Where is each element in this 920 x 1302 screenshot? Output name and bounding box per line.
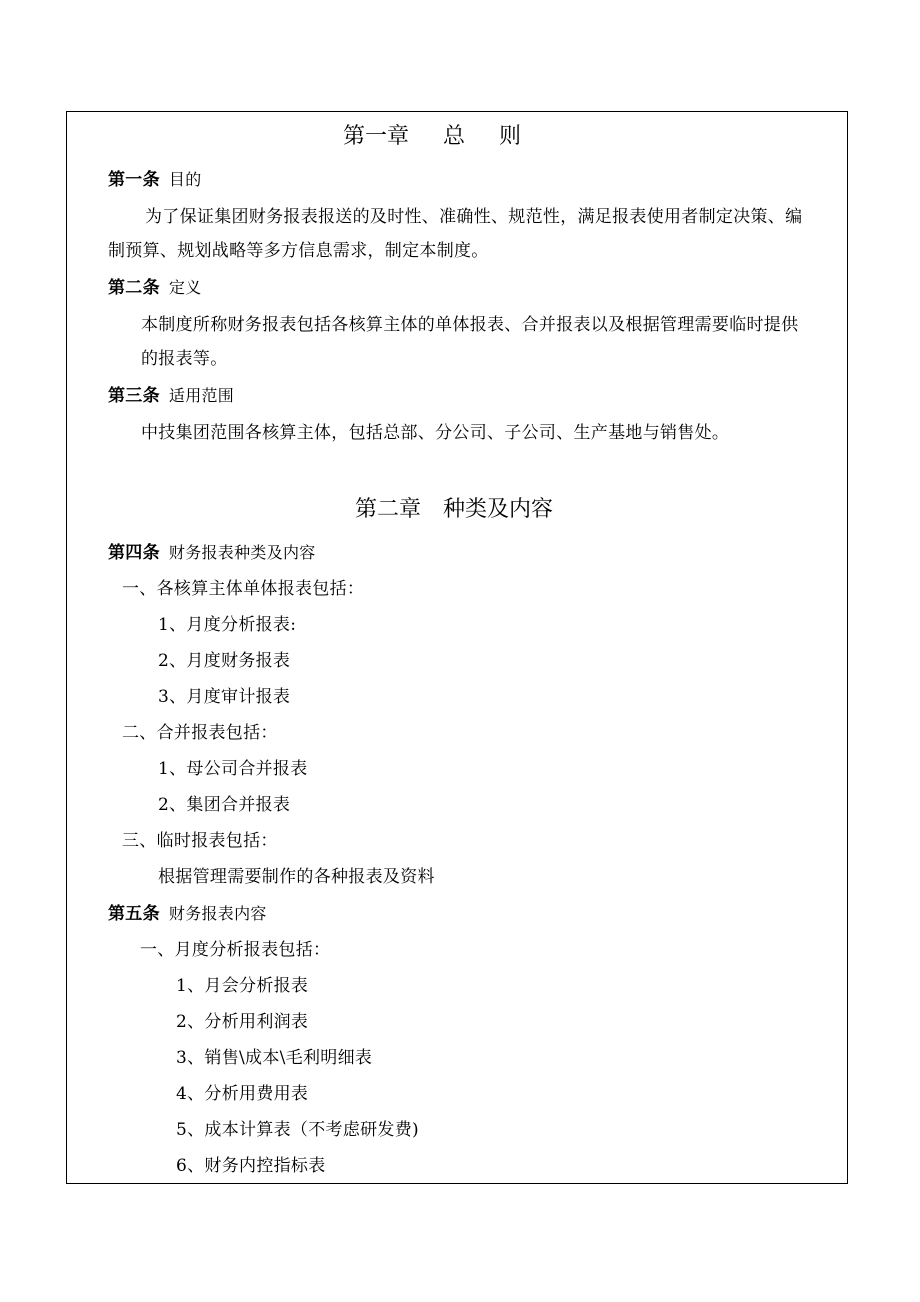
list-item: 6、财务内控指标表 [176, 1156, 326, 1176]
article-2-name: 定义 [168, 278, 202, 297]
article-4-heading [108, 543, 316, 563]
article-5-label: 第五条 [108, 904, 160, 924]
chapter-2-heading [355, 497, 553, 523]
list-item: 2、分析用利润表 [176, 1012, 309, 1032]
article-2-paragraph-line-1: 本制度所称财务报表包括各核算主体的单体报表、合并报表以及根据管理需要临时提供 [141, 315, 799, 335]
article-1-name: 目的 [168, 170, 202, 189]
article-5-heading [108, 904, 267, 924]
article-1-paragraph-line-2: 制预算、规划战略等多方信息需求，制定本制度。 [108, 241, 489, 261]
list-item: 5、成本计算表（不考虑研发费) [176, 1120, 419, 1140]
article-1-paragraph-line-1: 为了保证集团财务报表报送的及时性、准确性、规范性，满足报表使用者制定决策、编 [145, 207, 803, 227]
article-5-section-1: 一、月度分析报表包括： [140, 940, 331, 960]
article-4-section-3: 三、临时报表包括： [122, 831, 278, 851]
list-item: 2、月度财务报表 [158, 651, 291, 671]
article-2-label: 第二条 [108, 278, 160, 298]
chapter-1-heading [343, 124, 521, 150]
article-4-name: 财务报表种类及内容 [168, 543, 316, 562]
list-item: 1、月会分析报表 [176, 976, 309, 996]
list-item: 3、销售\成本\毛利明细表 [176, 1048, 373, 1068]
article-3-name: 适用范围 [168, 386, 235, 405]
chapter-2-number: 第二章 [355, 497, 422, 522]
list-item: 1、月度分析报表: [158, 615, 297, 635]
article-3-label: 第三条 [108, 386, 160, 406]
list-item: 4、分析用费用表 [176, 1084, 309, 1104]
article-4-section-3-text: 根据管理需要制作的各种报表及资料 [158, 867, 435, 887]
article-2-heading [108, 278, 202, 298]
chapter-1-title-char-1: 总 [443, 124, 466, 149]
article-3-heading [108, 386, 234, 406]
list-item: 1、母公司合并报表 [158, 759, 308, 779]
list-item: 3、月度审计报表 [158, 687, 291, 707]
article-1-heading [108, 170, 202, 190]
article-4-section-1: 一、各核算主体单体报表包括： [122, 579, 365, 599]
list-item: 2、集团合并报表 [158, 795, 291, 815]
chapter-1-title-char-2: 则 [499, 124, 522, 149]
article-4-section-2: 二、合并报表包括： [122, 723, 278, 743]
article-5-name: 财务报表内容 [168, 904, 267, 923]
article-3-paragraph-line-1: 中技集团范围各核算主体，包括总部、分公司、子公司、生产基地与销售处。 [141, 423, 730, 443]
article-2-paragraph-line-2: 的报表等。 [141, 349, 228, 369]
chapter-1-number: 第一章 [343, 124, 410, 149]
article-4-label: 第四条 [108, 543, 160, 563]
chapter-2-title: 种类及内容 [443, 497, 554, 522]
article-1-label: 第一条 [108, 170, 160, 190]
